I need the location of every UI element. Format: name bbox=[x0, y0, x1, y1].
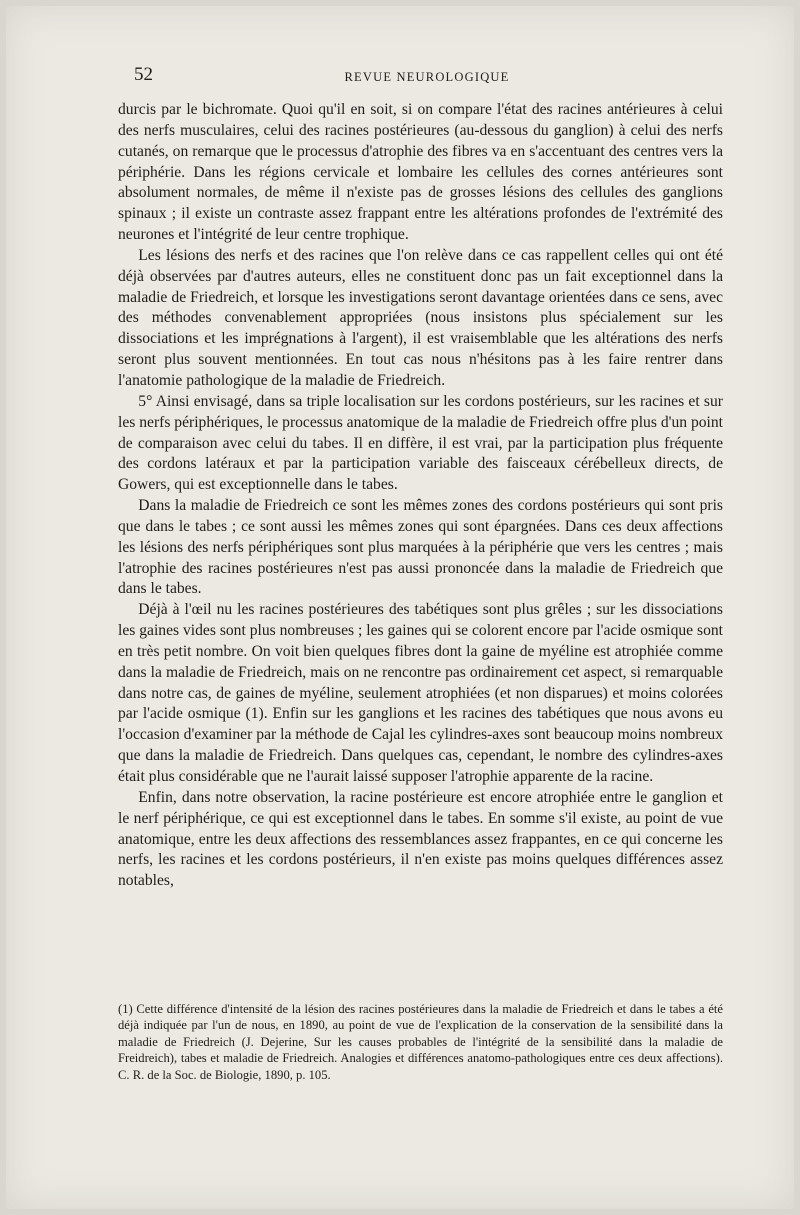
paragraph-2: Les lésions des nerfs et des racines que l'on relève dans ce cas rappellent celles qui ont été déjà observées par d'autres auteurs, elles ne constituent donc pas un fait exceptionnel dans la maladie de Friedreich, et lorsque les investigations seront davantage orientées dans ce sens, avec des méthodes convenablement appropriées (nous insistons plus spécialement sur les dissociations et les imprégnations à l'argent), il est vraisemblable que les altérations des nerfs seront plus souvent mentionnées. En tout cas nous n'hésitons pas à les faire rentrer dans l'anatomie pathologique de la maladie de Friedreich. bbox=[118, 246, 723, 389]
page-number: 52 bbox=[134, 64, 153, 85]
paragraph-4: Dans la maladie de Friedreich ce sont les mêmes zones des cordons postérieurs qui sont pris que dans le tabes ; ce sont aussi les mêmes zones qui sont épargnées. Dans ces deux affections les lésions des nerfs périphériques sont plus marquées à la périphérie que vers les centres ; mais l'atrophie des racines postérieures n'est pas aussi prononcée dans la maladie de Friedreich que dans le tabes. bbox=[118, 497, 723, 598]
page-header bbox=[134, 64, 720, 88]
footnote bbox=[118, 1001, 723, 1083]
article-body bbox=[118, 100, 723, 892]
footnote-text: Cette différence d'intensité de la lésion des racines postérieures dans la maladie de Friedreich et dans le tabes a été déjà indiquée par l'un de nous, en 1890, au point de vue de l'explication de la conservation de la sensibilité dans la maladie de Friedreich (J. Dejerine, Sur les causes probables de l'intégrité de la sensibilité dans la maladie de Freidreich), tabes et maladie de Friedreich. Analogies et différences anatomo-pathologiques entre ces deux affections). C. R. de la Soc. de Biologie, 1890, p. 105. bbox=[118, 1002, 723, 1082]
paragraph-3: 5° Ainsi envisagé, dans sa triple localisation sur les cordons postérieurs, sur les racines et sur les nerfs périphériques, le processus anatomique de la maladie de Friedreich offre plus d'un point de comparaison avec celui du tabes. Il en diffère, il est vrai, par la participation plus fréquente des cordons latéraux et par la participation variable des faisceaux cérébelleux directs, de Gowers, qui est exceptionnelle dans le tabes. bbox=[118, 392, 723, 494]
footnote-marker: (1) bbox=[118, 1002, 133, 1016]
paragraph-5: Déjà à l'œil nu les racines postérieures des tabétiques sont plus grêles ; sur les dissociations les gaines vides sont plus nombreuses ; les gaines qui se colorent encore par l'acide osmique sont en très petit nombre. On voit bien quelques fibres dont la gaine de myéline est atrophiée comme dans la maladie de Friedreich, mais on ne rencontre pas ordinairement cet aspect, si remarquable dans notre cas, de gaines de myéline, seulement atrophiées (et non disparues) et moins colorées par l'acide osmique (1). Enfin sur les ganglions et les racines des tabétiques que nous avons eu l'occasion d'examiner par la méthode de Cajal les cylindres-axes sont beaucoup moins nombreux que dans la maladie de Friedreich. Dans quelques cas, cependant, le nombre des cylindres-axes était plus considérable que ne l'aurait laissé supposer l'atrophie apparente de la racine. bbox=[118, 601, 723, 785]
paragraph-1: durcis par le bichromate. Quoi qu'il en soit, si on compare l'état des racines antérieures à celui des nerfs musculaires, celui des racines postérieures (au-dessous du ganglion) à celui des nerfs cutanés, on remarque que le processus d'atrophie des fibres va en s'accentuant des centres vers la périphérie. Dans les régions cervicale et lombaire les cellules des cornes antérieures sont absolument normales, de même il n'existe pas de grosses lésions des cellules des ganglions spinaux ; il existe un contraste assez frappant entre les altérations profondes de l'extrémité des neurones et l'intégrité de leur centre trophique. bbox=[118, 101, 723, 244]
paragraph-6: Enfin, dans notre observation, la racine postérieure est encore atrophiée entre le ganglion et le nerf périphérique, ce qui est exceptionnel dans le tabes. En somme s'il existe, au point de vue anatomique, entre les deux affections des ressemblances assez frappantes, en ce qui concerne les nerfs, les racines et les cordons postérieurs, il n'en existe pas moins quelques différences assez notables, bbox=[118, 788, 723, 890]
running-head: REVUE NEUROLOGIQUE bbox=[344, 70, 510, 84]
document-page bbox=[6, 6, 794, 1209]
